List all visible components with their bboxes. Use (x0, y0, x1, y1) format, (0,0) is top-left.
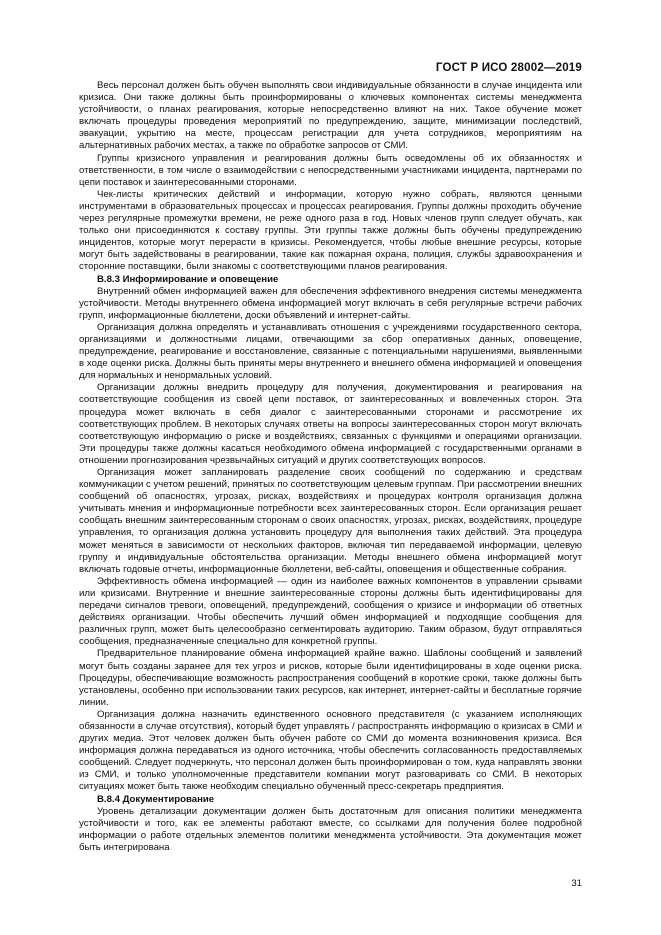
paragraph: Предварительное планирование обмена информацией крайне важно. Шаблоны сообщений и заявлений могут быть созданы заранее для тех угроз и рисков, которые были идентифицированы в ходе оценки риска. Процедуры, обеспечивающие возможность распространения сообщений в короткие сроки, также должны быть установлены, особенно при использовании таких ресурсов, как интернет, интернет-сайты и бесплатные горячие линии. (79, 648, 582, 708)
paragraph: Эффективность обмена информацией — один из наиболее важных компонентов в управлении срывами или кризисами. Внутренние и внешние заинтересованные стороны должны быть идентифицированы для передачи сигналов тревоги, оповещений, предупреждений, сообщения о кризисе и информации об ответных действиях организации. Чтобы обеспечить лучший обмен информацией и подходящие сообщения для различных групп, может быть целесообразно сегментировать аудиторию. Таким образом, будут отправляться сообщения, предназначенные специально для конкретной группы. (79, 575, 582, 648)
standard-code-header: ГОСТ Р ИСО 28002—2019 (435, 62, 582, 74)
paragraph: Весь персонал должен быть обучен выполнять свои индивидуальные обязанности в случае инцидента или кризиса. Они также должны быть проинформированы о ключевых компонентах системы менеджмента устойчивости, о планах реагирования, которые непосредственно влияют на них. Такое обучение может включать процедуры проведения мероприятий по предупреждению, защите, минимизации последствий, эвакуации, укрытию на месте, процессам регистрации для учета сотрудников, мероприятиям на альтернативных рабочих местах, а также по обработке запросов от СМИ. (79, 80, 582, 152)
paragraph: Организация должна назначить единственного основного представителя (с указанием исполняющих обязанности в случае отсутствия), который будет управлять / распространять информацию о кризисах в СМИ и других медиа. Этот человек должен быть обучен работе со СМИ до момента возникновения кризиса. Вся информация должна передаваться из одного источника, чтобы обеспечить согласованность предоставляемых сообщений. Следует подчеркнуть, что персонал должен быть проинформирован о том, куда направлять звонки из СМИ, и только уполномоченные представители компании могут разговаривать со СМИ. В некоторых ситуациях может быть также необходим специально обученный пресс-секретарь предприятия. (79, 708, 582, 793)
paragraph: Внутренний обмен информацией важен для обеспечения эффективного внедрения системы менеджмента устойчивости. Методы внутреннего обмена информацией могут включать в себя регулярные встречи рабочих групп, информационные бюллетени, доски объявлений и интернет-сайты. (79, 285, 582, 321)
section-heading-b83: В.8.3 Информирование и оповещение (97, 273, 279, 285)
paragraph: Чек-листы критических действий и информации, которую нужно собрать, являются ценными инструментами в образовательных процессах и процессах реагирования. Группы должны проходить обучение через регулярные промежутки времени, не реже одного раза в год. Новых членов групп следует обучать, как только они присоединяются к составу группы. Эти группы также должны быть обучены предупреждению инцидентов, которые могут перерасти в кризисы. Рекомендуется, чтобы любые внешние ресурсы, которые могут быть задействованы в реагировании, такие как пожарная охрана, полиция, службы здравоохранения и сторонние поставщики, были знакомы с соответствующими планов реагирования. (79, 188, 582, 273)
page-number: 31 (571, 878, 582, 889)
paragraph: Организации должны внедрить процедуру для получения, документирования и реагирования на соответствующие сообщения из своей цепи поставок, от заинтересованных и вовлеченных сторон. Эта процедура может включать в себя диалог с заинтересованными сторонами и рассмотрение их соответствующих проблем. В некоторых случаях ответы на вопросы заинтересованных сторон могут включать соответствующую информацию о риске и воздействиях, связанных с функциями и операциями организации. Эти процедуры также должны касаться необходимого обмена информацией с государственными органами в отношении прогнозирования чрезвычайных ситуаций и других соответствующих вопросов. (79, 382, 582, 466)
paragraph: Организация должна определять и устанавливать отношения с учреждениями государственного сектора, организациями и должностными лицами, отвечающими за сбор оперативных данных, оповещение, предупреждение, реагирование и восстановление, связанные с потенциальными нарушениями, выявленными в ходе оценки риска. Должны быть приняты меры внутреннего и внешнего обмена информацией и оповещения для нормальных и ненормальных условий. (79, 321, 582, 382)
paragraph: Уровень детализации документации должен быть достаточным для описания политики менеджмента устойчивости и того, как ее элементы работают вместе, со ссылками для получения более подробной информации о работе отдельных элементов политики менеджмента устойчивости. Эта документация может быть интегрирована (79, 805, 582, 853)
section-heading-b84: В.8.4 Документирование (97, 793, 215, 805)
paragraph: Организация может запланировать разделение своих сообщений по содержанию и средствам коммуникации с учетом решений, принятых по соответствующим целевым группам. При рассмотрении внешних сообщений об опасностях, угрозах, рисках, воздействиях и процедурах контроля организация должна учитывать мнения и информационные потребности всех заинтересованных сторон. Если организация решает сообщать внешним заинтересованным сторонам о своих опасностях, угрозах, рисках, воздействиях, процедуре управления, то организация должна установить процедуру для выполнения таких действий. Эта процедура может меняться в зависимости от нескольких факторов, включая тип передаваемой информации, целевую группу и индивидуальные обстоятельства организации. Методы внешнего обмена информацией могут включать годовые отчеты, информационные бюллетени, веб-сайты, оповещения и общественные собрания. (79, 467, 582, 575)
paragraph: Группы кризисного управления и реагирования должны быть осведомлены об их обязанностях и ответственности, в том числе о взаимодействии с непосредственными участниками инцидента, партнерами по цепи поставок и заинтересованными сторонами. (79, 152, 582, 188)
document-body (79, 80, 582, 854)
